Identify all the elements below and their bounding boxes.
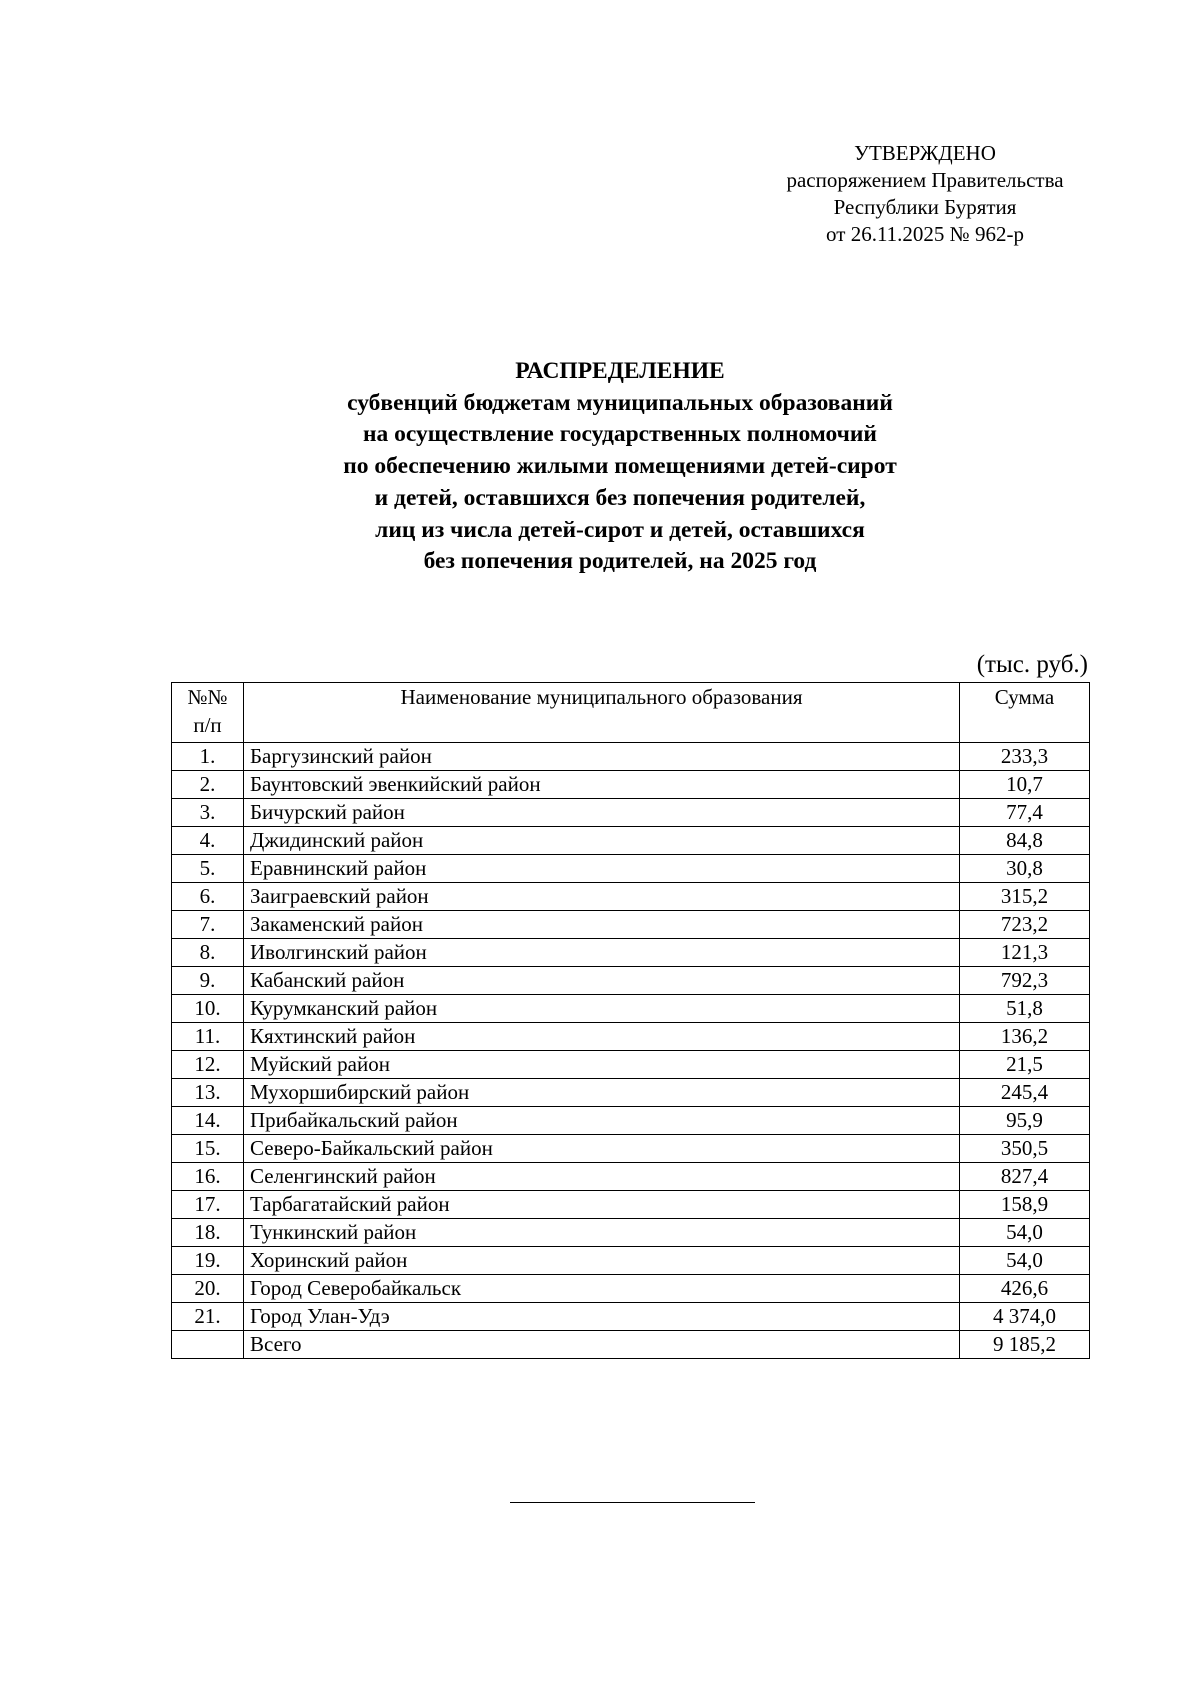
table-row	[172, 799, 1090, 827]
title-line: на осуществление государственных полномочий	[363, 421, 877, 448]
row-name: Мухоршибирский район	[244, 1079, 960, 1107]
row-sum: 21,5	[960, 1051, 1090, 1079]
header-name: Наименование муниципального образования	[244, 683, 960, 743]
total-number	[172, 1331, 244, 1359]
row-name: Северо-Байкальский район	[244, 1135, 960, 1163]
table-row	[172, 911, 1090, 939]
table-row	[172, 1247, 1090, 1275]
units-label: (тыс. руб.)	[976, 651, 1088, 678]
header-number	[172, 683, 244, 743]
table-row	[172, 771, 1090, 799]
row-number: 1.	[172, 743, 244, 771]
row-number: 15.	[172, 1135, 244, 1163]
approval-line: Республики Бурятия	[833, 195, 1017, 219]
row-number: 5.	[172, 855, 244, 883]
table-row	[172, 855, 1090, 883]
total-row	[172, 1331, 1090, 1359]
title-line: лиц из числа детей-сирот и детей, оставшихся	[375, 516, 865, 543]
table-row	[172, 1023, 1090, 1051]
row-name: Бичурский район	[244, 799, 960, 827]
row-number: 10.	[172, 995, 244, 1023]
row-sum: 245,4	[960, 1079, 1090, 1107]
row-name: Баунтовский эвенкийский район	[244, 771, 960, 799]
row-number: 11.	[172, 1023, 244, 1051]
approval-line: УТВЕРЖДЕНО	[854, 141, 996, 165]
row-name: Селенгинский район	[244, 1163, 960, 1191]
row-name: Город Северобайкальск	[244, 1275, 960, 1303]
row-name: Тункинский район	[244, 1219, 960, 1247]
row-sum: 426,6	[960, 1275, 1090, 1303]
total-label: Всего	[244, 1331, 960, 1359]
row-number: 4.	[172, 827, 244, 855]
header-sum: Сумма	[960, 683, 1090, 743]
row-number: 12.	[172, 1051, 244, 1079]
row-sum: 54,0	[960, 1219, 1090, 1247]
row-number: 16.	[172, 1163, 244, 1191]
table-row	[172, 1303, 1090, 1331]
row-sum: 350,5	[960, 1135, 1090, 1163]
title-heading: РАСПРЕДЕЛЕНИЕ	[515, 358, 725, 384]
table-body	[172, 743, 1090, 1359]
title-line: по обеспечению жилыми помещениями детей-сирот	[343, 453, 897, 480]
row-sum: 51,8	[960, 995, 1090, 1023]
table-row	[172, 827, 1090, 855]
row-number: 21.	[172, 1303, 244, 1331]
row-name: Тарбагатайский район	[244, 1191, 960, 1219]
row-name: Закаменский район	[244, 911, 960, 939]
row-number: 17.	[172, 1191, 244, 1219]
row-number: 6.	[172, 883, 244, 911]
row-sum: 95,9	[960, 1107, 1090, 1135]
row-name: Муйский район	[244, 1051, 960, 1079]
table-row	[172, 1219, 1090, 1247]
table-row	[172, 1107, 1090, 1135]
end-divider	[510, 1502, 755, 1503]
row-name: Хоринский район	[244, 1247, 960, 1275]
table-row	[172, 995, 1090, 1023]
title-line: и детей, оставшихся без попечения родителей,	[374, 484, 866, 511]
row-name: Иволгинский район	[244, 939, 960, 967]
table-row	[172, 1135, 1090, 1163]
row-sum: 792,3	[960, 967, 1090, 995]
approval-date: от 26.11.2025 № 962-р	[826, 222, 1024, 246]
row-number: 3.	[172, 799, 244, 827]
table-row	[172, 1079, 1090, 1107]
table-header-row	[172, 683, 1090, 743]
row-number: 2.	[172, 771, 244, 799]
total-sum: 9 185,2	[960, 1331, 1090, 1359]
row-name: Еравнинский район	[244, 855, 960, 883]
row-name: Прибайкальский район	[244, 1107, 960, 1135]
title-line: субвенций бюджетам муниципальных образований	[347, 389, 893, 416]
row-name: Кабанский район	[244, 967, 960, 995]
row-sum: 158,9	[960, 1191, 1090, 1219]
row-name: Город Улан-Удэ	[244, 1303, 960, 1331]
title-line: без попечения родителей, на 2025 год	[423, 548, 817, 575]
row-sum: 315,2	[960, 883, 1090, 911]
row-sum: 233,3	[960, 743, 1090, 771]
row-sum: 136,2	[960, 1023, 1090, 1051]
row-sum: 77,4	[960, 799, 1090, 827]
table-row	[172, 1191, 1090, 1219]
row-name: Заиграевский район	[244, 883, 960, 911]
row-number: 9.	[172, 967, 244, 995]
row-name: Баргузинский район	[244, 743, 960, 771]
row-sum: 54,0	[960, 1247, 1090, 1275]
row-sum: 84,8	[960, 827, 1090, 855]
row-number: 13.	[172, 1079, 244, 1107]
table-row	[172, 883, 1090, 911]
row-sum: 827,4	[960, 1163, 1090, 1191]
row-sum: 723,2	[960, 911, 1090, 939]
row-sum: 30,8	[960, 855, 1090, 883]
row-number: 7.	[172, 911, 244, 939]
distribution-table	[171, 682, 1090, 1359]
table-row	[172, 1051, 1090, 1079]
table-row	[172, 1163, 1090, 1191]
row-number: 19.	[172, 1247, 244, 1275]
row-sum: 121,3	[960, 939, 1090, 967]
row-sum: 4 374,0	[960, 1303, 1090, 1331]
row-number: 18.	[172, 1219, 244, 1247]
table-row	[172, 1275, 1090, 1303]
row-number: 20.	[172, 1275, 244, 1303]
row-sum: 10,7	[960, 771, 1090, 799]
header-number-line2: п/п	[193, 713, 222, 737]
table-row	[172, 743, 1090, 771]
approval-stamp	[760, 140, 1090, 248]
row-name: Курумканский район	[244, 995, 960, 1023]
header-number-line1: №№	[187, 685, 228, 709]
row-name: Джидинский район	[244, 827, 960, 855]
table-row	[172, 967, 1090, 995]
approval-line: распоряжением Правительства	[786, 168, 1064, 192]
document-title	[200, 356, 1040, 578]
row-number: 14.	[172, 1107, 244, 1135]
table-row	[172, 939, 1090, 967]
row-number: 8.	[172, 939, 244, 967]
row-name: Кяхтинский район	[244, 1023, 960, 1051]
